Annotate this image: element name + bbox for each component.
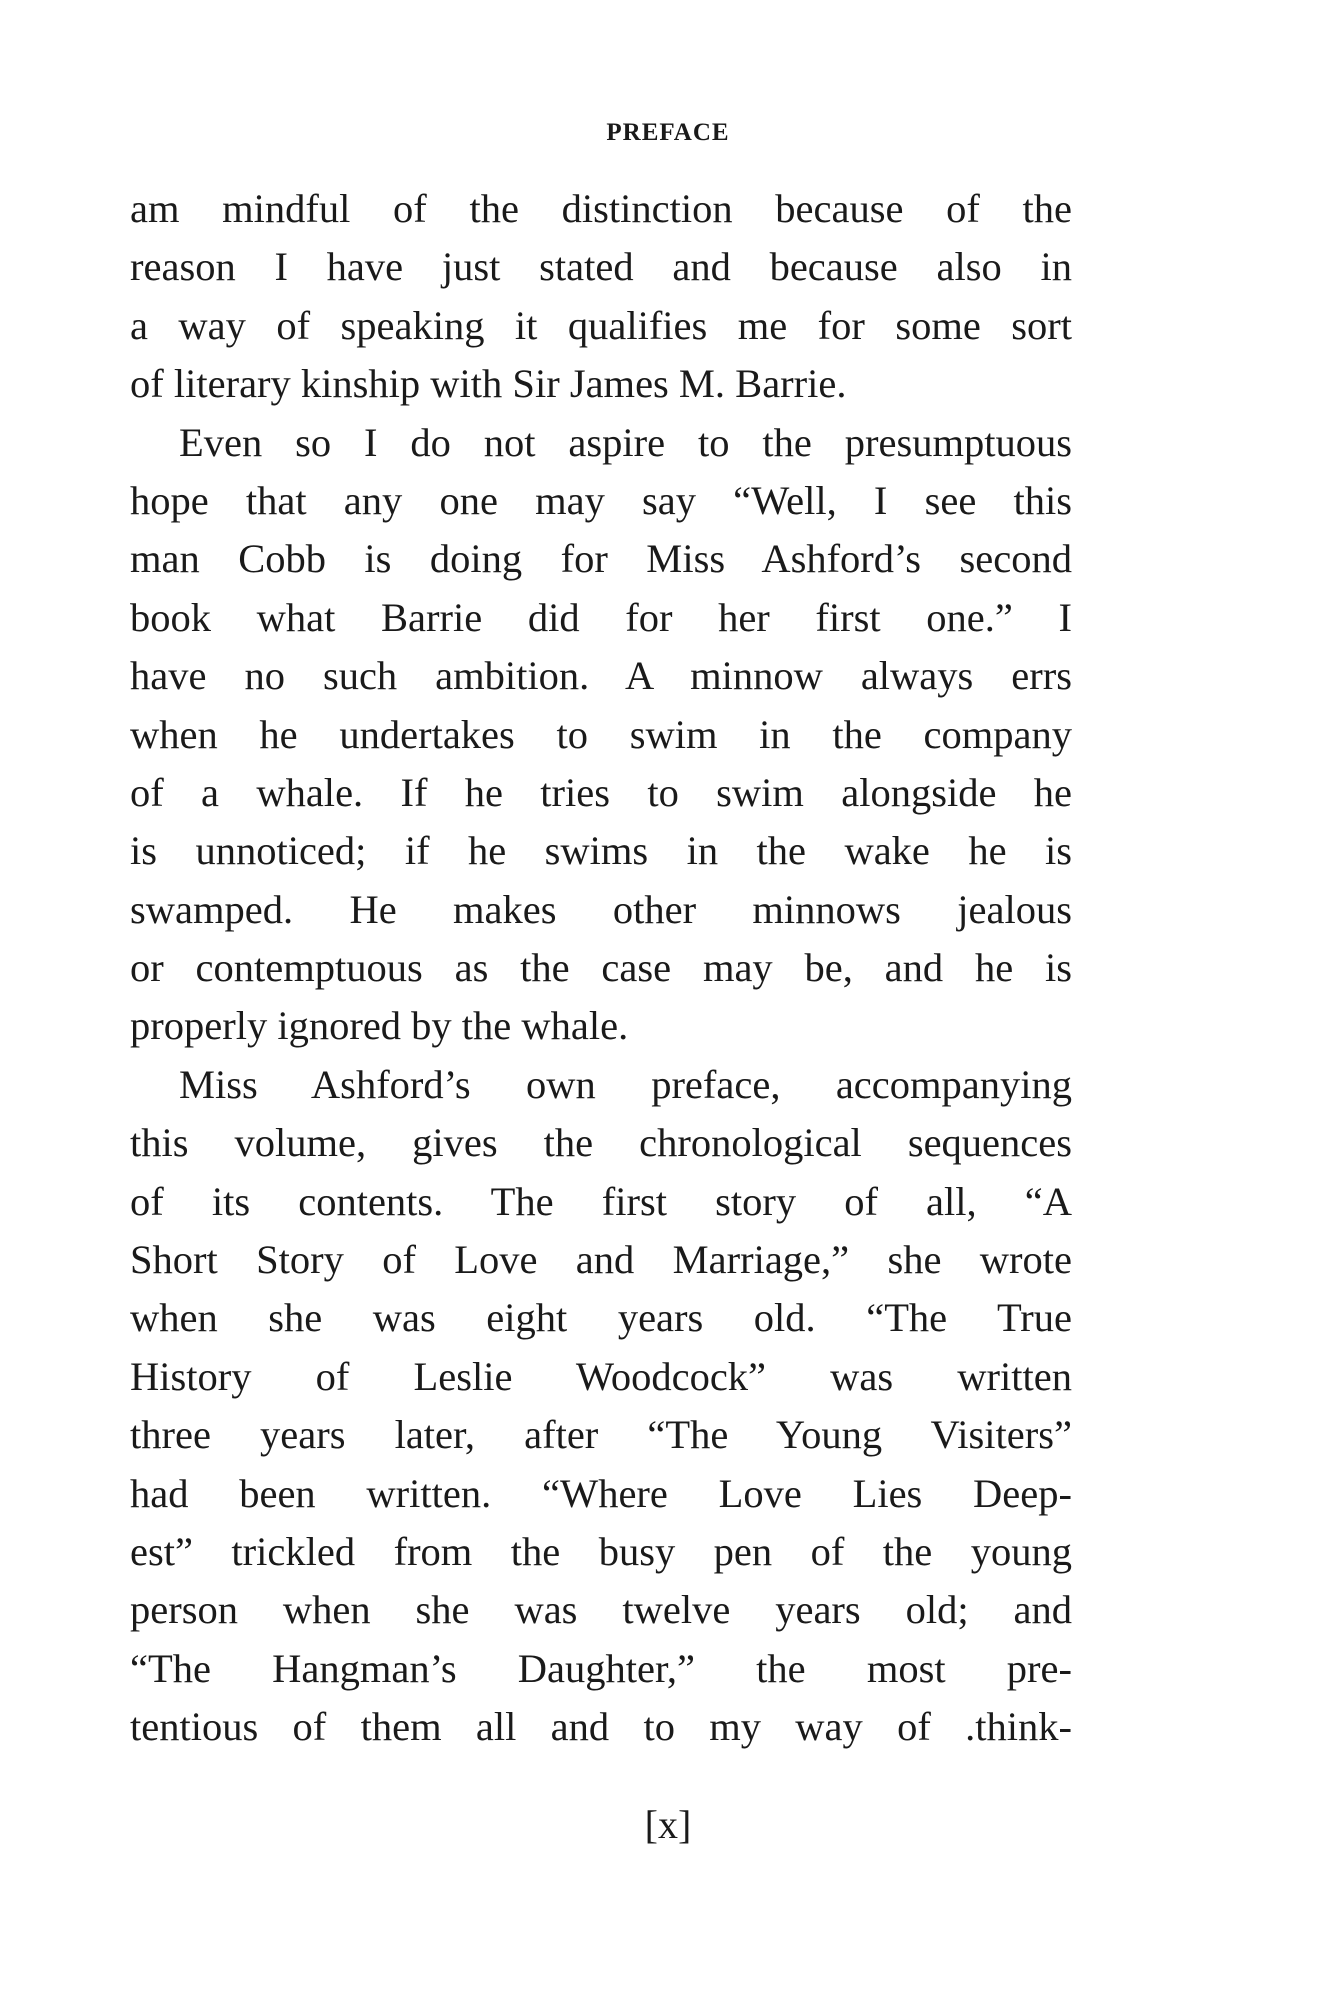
text-line: est” trickled from the busy pen of the young bbox=[130, 1528, 1072, 1574]
text-line: of a whale. If he tries to swim alongside he bbox=[130, 769, 1072, 815]
text-line: book what Barrie did for her first one.” I bbox=[130, 594, 1072, 640]
text-line: reason I have just stated and because also in bbox=[130, 244, 1072, 290]
text-line: this volume, gives the chronological sequences bbox=[130, 1120, 1072, 1166]
body-text bbox=[130, 180, 1072, 1757]
text-line: History of Leslie Woodcock” was written bbox=[130, 1353, 1072, 1399]
text-line: three years later, after “The Young Visiters” bbox=[130, 1412, 1072, 1458]
page-number: [x] bbox=[644, 1802, 692, 1847]
text-line: “The Hangman’s Daughter,” the most pre- bbox=[130, 1645, 1072, 1691]
text-line: of its contents. The first story of all, “A bbox=[130, 1178, 1072, 1224]
text-line: swamped. He makes other minnows jealous bbox=[130, 886, 1072, 932]
running-head: PREFACE bbox=[606, 119, 730, 146]
text-line: tentious of them all and to my way of .think- bbox=[130, 1704, 1072, 1750]
text-line: had been written. “Where Love Lies Deep- bbox=[130, 1470, 1072, 1516]
text-line: a way of speaking it qualifies me for some sort bbox=[130, 302, 1072, 348]
text-line: properly ignored by the whale. bbox=[130, 1003, 629, 1049]
text-line: is unnoticed; if he swims in the wake he is bbox=[130, 828, 1072, 874]
text-line: or contemptuous as the case may be, and he is bbox=[130, 945, 1072, 991]
text-line: hope that any one may say “Well, I see this bbox=[130, 477, 1072, 523]
text-line: am mindful of the distinction because of the bbox=[130, 186, 1072, 231]
text-line: when he undertakes to swim in the company bbox=[130, 711, 1072, 757]
text-line: have no such ambition. A minnow always errs bbox=[130, 653, 1072, 699]
text-line: Short Story of Love and Marriage,” she wrote bbox=[130, 1237, 1072, 1283]
text-line: man Cobb is doing for Miss Ashford’s second bbox=[130, 536, 1072, 582]
text-line: when she was eight years old. “The True bbox=[130, 1295, 1072, 1341]
text-line: Even so I do not aspire to the presumptuous bbox=[179, 419, 1072, 465]
text-line: Miss Ashford’s own preface, accompanying bbox=[179, 1061, 1072, 1107]
text-line: of literary kinship with Sir James M. Barrie. bbox=[130, 361, 847, 407]
text-line: person when she was twelve years old; and bbox=[130, 1587, 1072, 1633]
